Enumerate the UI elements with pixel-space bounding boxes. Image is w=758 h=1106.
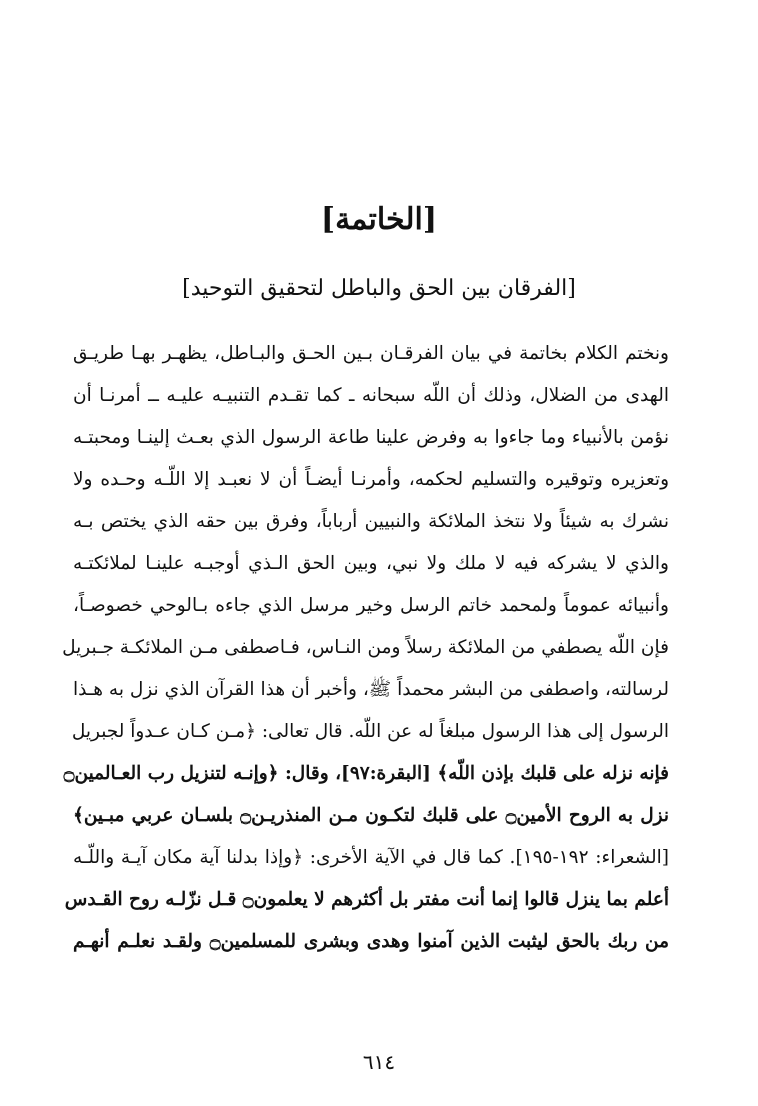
text-line: الرسول إلى هذا الرسول مبلغاً له عن اللّه. قال تعالى: ﴿مـن كـان عـدواً لجبريل (71, 721, 669, 742)
text-line: من ربك بالحق ليثبت الذين آمنوا وهدى وبشرى للمسلمين۝ ولقـد نعلـم أنهـم (73, 931, 669, 952)
text-line: [الشعراء: ١٩٢-١٩٥]. كما قال في الآية الأخرى: ﴿وإذا بدلنا آية مكان آيـة واللّـه (73, 847, 669, 868)
text-line: أعلم بما ينزل قالوا إنما أنت مفتر بل أكثرهم لا يعلمون۝ قـل نزّلـه روح القـدس (64, 889, 669, 910)
text-line: نشرك به شيئاً ولا نتخذ الملائكة والنبيين أرباباً، وفرق بين حقه الذي يختص بـه (73, 511, 669, 532)
text-line: والذي لا يشركه فيه لا ملك ولا نبي، وبين الحق الـذي أوجبـه علينـا لملائكتـه (73, 553, 669, 574)
text-line: فإن اللّه يصطفي من الملائكة رسلاً ومن النـاس، فـاصطفى مـن الملائكـة جـبريل (62, 637, 669, 658)
section-subtitle: [الفرقان بين الحق والباطل لتحقيق التوحيد] (182, 276, 576, 301)
chapter-title: [الخاتمة] (320, 202, 438, 237)
text-line: ونختم الكلام بخاتمة في بيان الفرقـان بـين الحـق والبـاطل، يظهـر بهـا طريـق (73, 343, 669, 364)
text-line: لرسالته، واصطفى من البشر محمداً ﷺ، وأخبر أن هذا القرآن الذي نزل به هـذا (73, 679, 669, 700)
page-number: ٦١٤ (362, 1050, 396, 1074)
text-line: نزل به الروح الأمين۝ على قلبك لتكـون مـن المنذريـن۝ بلسـان عربي مبـين﴾ (73, 805, 669, 826)
text-line: نؤمن بالأنبياء وما جاءوا به وفرض علينا طاعة الرسول الذي بعـث إلينـا ومحبتـه (73, 427, 669, 448)
text-line: وتعزيره وتوقيره والتسليم لحكمه، وأمرنـا أيضـاً أن لا نعبـد إلا اللّـه وحـده ولا (73, 469, 669, 490)
text-line: فإنه نزله على قلبك بإذن اللّه﴾ [البقرة:٩٧]، وقال: ﴿وإنـه لتنزيل رب العـالمين۝ (63, 763, 669, 784)
text-line: وأنبيائه عموماً ولمحمد خاتم الرسل وخير مرسل الذي جاءه بـالوحي خصوصـاً، (73, 595, 669, 616)
body-text (62, 333, 669, 963)
text-line: الهدى من الضلال، وذلك أن اللّه سبحانه ـ كما تقـدم التنبيـه عليـه ــ أمرنـا أن (73, 385, 669, 406)
